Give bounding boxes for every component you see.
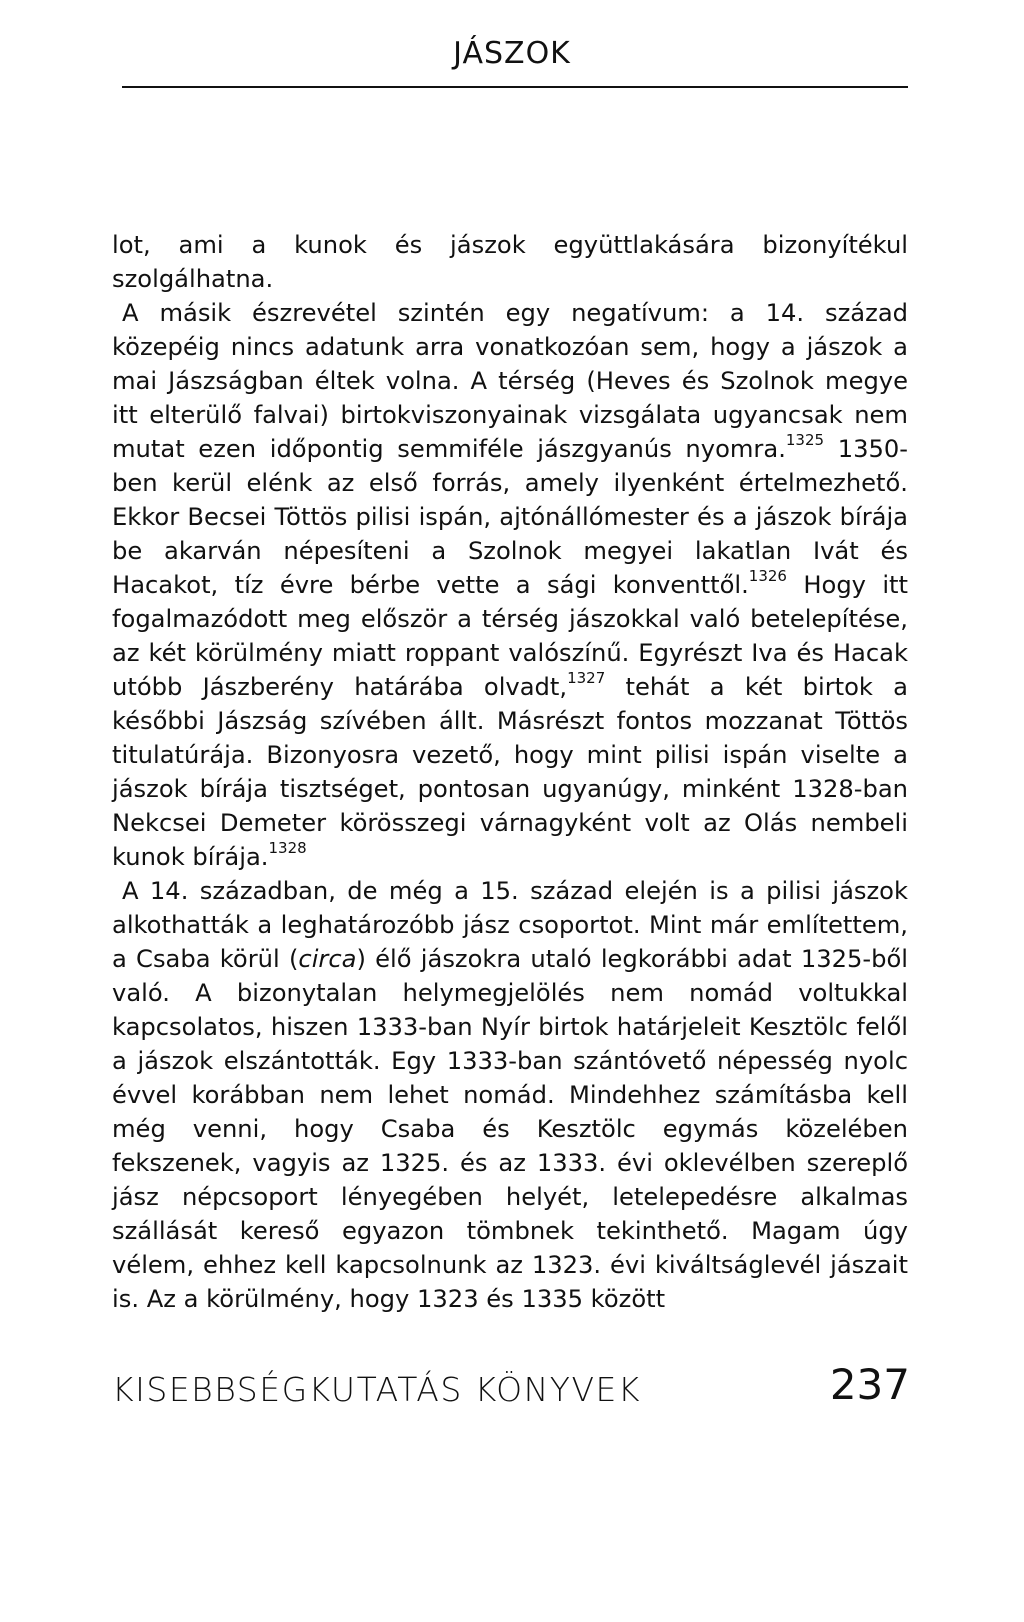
footnote-ref-1328: 1328 xyxy=(268,839,307,857)
footnote-ref-1326: 1326 xyxy=(748,567,787,585)
series-title: KISEBBSÉGKUTATÁS KÖNYVEK xyxy=(112,1370,642,1409)
paragraph-2 xyxy=(112,296,908,874)
footnote-ref-1327: 1327 xyxy=(567,669,606,687)
footnote-ref-1325: 1325 xyxy=(785,431,825,449)
paragraph-3 xyxy=(112,874,908,1316)
paragraph-3-text-b: ) élő jászokra utaló legkorábbi adat 1325-ből való. A bizonytalan helymegjelölés nem nomád voltukkal kapcsolatos, hiszen 1333-ban Nyír birtok határjeleit Kesztölc felől a jászok elszántották. Egy 1333-ban szántóvető népesség nyolc évvel korábban nem lehet nomád. Mindehhez számításba kell még venni, hogy Csaba és Kesztölc egymás közelében fekszenek, vagyis az 1325. és az 1333. évi oklevélben szereplő jász népcsoport lényegében helyét, letelepedésre alkalmas szállását kereső egyazon tömbnek tekinthető. Magam úgy vélem, ehhez kell kapcsolnunk az 1323. évi kiváltságlevél jászait is. Az a körülmény, hogy 1323 és 1335 között xyxy=(112,945,909,1313)
page-number: 237 xyxy=(829,1360,910,1409)
paragraph-2-text-c: Hogy itt fogalmazódott meg először a térség jászokkal való betelepítése, az két körülmény miatt roppant valószínű. Egyrészt Iva és Hacak utóbb Jászberény határába olvadt, xyxy=(112,571,909,701)
paragraph-2-text-a: A másik észrevétel szintén egy negatívum: a 14. század közepéig nincs adatunk arra vonatkozóan sem, hogy a jászok a mai Jászságban éltek volna. A térség (Heves és Szolnok megye itt elterülő falvai) birtokviszonyainak vizsgálata ugyancsak nem mutat ezen időpontig semmiféle jászgyanús nyomra. xyxy=(112,299,908,463)
paragraph-3-circa: circa xyxy=(298,945,357,973)
paragraph-2-text-b: 1350-ben kerül elénk az első forrás, amely ilyenként értelmezhető. Ekkor Becsei Töttös pilisi ispán, ajtónállómester és a jászok bírája be akarván népesíteni a Szolnok megyei lakatlan Ivát és Hacakot, tíz évre bérbe vette a sági konventtől. xyxy=(112,435,908,599)
paragraph-3-text-a: A 14. században, de még a 15. század elején is a pilisi jászok alkothatták a leghatározóbb jász csoportot. Mint már említettem, a Csaba körül ( xyxy=(112,877,908,973)
body-text xyxy=(112,228,908,1316)
header-rule xyxy=(122,86,908,88)
paragraph-1: lot, ami a kunok és jászok együttlakására bizonyítékul szolgálhatna. xyxy=(112,231,908,293)
running-title: JÁSZOK xyxy=(453,36,571,71)
paragraph-2-text-d: tehát a két birtok a későbbi Jászság szívében állt. Másrészt fontos mozzanat Töttös titulatúrája. Bizonyosra vezető, hogy mint pilisi ispán viselte a jászok bírája tisztséget, pontosan ugyanúgy, minként 1328-ban Nekcsei Demeter körösszegi várnagyként volt az Olás nembeli kunok bírája. xyxy=(112,673,909,871)
